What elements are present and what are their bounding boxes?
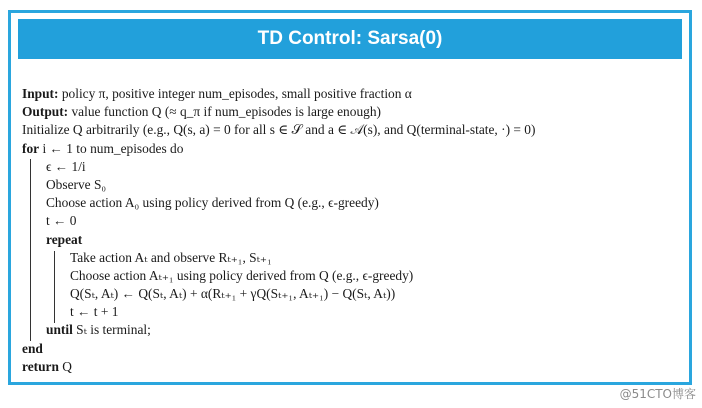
update-text: Q(Sₜ, Aₜ) ← Q(Sₜ, Aₜ) + α(Rₜ₊₁ + γQ(Sₜ₊₁, Aₜ₊₁) − Q(Sₜ, Aₜ)): [70, 286, 396, 302]
algorithm-body: [22, 85, 686, 376]
t-init-line: [22, 212, 686, 230]
choose-next-line: [22, 267, 686, 285]
for-line: [22, 140, 686, 158]
end-keyword: end: [22, 340, 43, 356]
repeat-keyword: repeat: [46, 231, 83, 247]
initialize-text: Initialize Q arbitrarily (e.g., Q(s, a) = 0 for all s ∈ 𝒮 and a ∈ 𝒜(s), and Q(terminal-state, ·) = 0): [22, 122, 536, 138]
algorithm-title: TD Control: Sarsa(0): [18, 19, 682, 59]
output-keyword: Output:: [22, 104, 69, 120]
epsilon-text: ϵ ← 1/i: [46, 158, 86, 174]
input-keyword: Input:: [22, 86, 59, 101]
end-line: [22, 340, 686, 358]
take-action-text: Take action Aₜ and observe Rₜ₊₁, Sₜ₊₁: [70, 249, 272, 265]
until-text: Sₜ is terminal;: [72, 322, 151, 338]
repeat-block-bar: [54, 251, 55, 323]
initialize-line: [22, 121, 686, 139]
for-text: i ← 1 to num_episodes do: [39, 140, 184, 156]
choose-initial-text: Choose action A₀ using policy derived from Q (e.g., ϵ-greedy): [46, 195, 379, 211]
until-line: [22, 321, 686, 339]
return-keyword: return: [22, 358, 59, 374]
until-keyword: until: [46, 322, 73, 338]
update-line: [22, 285, 686, 303]
for-keyword: for: [22, 140, 40, 156]
take-action-line: [22, 249, 686, 267]
repeat-line: [22, 231, 686, 249]
return-text: Q: [58, 358, 72, 374]
input-line: [22, 85, 686, 103]
output-line: [22, 103, 686, 121]
epsilon-line: [22, 158, 686, 176]
t-init-text: t ← 0: [46, 213, 77, 229]
t-increment-text: t ← t + 1: [70, 304, 119, 320]
t-increment-line: [22, 303, 686, 321]
choose-initial-line: [22, 194, 686, 212]
for-block-bar: [30, 159, 31, 341]
algorithm-box: [8, 10, 692, 385]
observe-line: [22, 176, 686, 194]
observe-text: Observe S₀: [46, 176, 107, 192]
output-text: value function Q (≈ q_π if num_episodes is large enough): [68, 104, 381, 120]
return-line: [22, 358, 686, 376]
choose-next-text: Choose action Aₜ₊₁ using policy derived from Q (e.g., ϵ-greedy): [70, 267, 414, 283]
input-text: policy π, positive integer num_episodes, small positive fraction α: [58, 86, 412, 101]
watermark: @51CTO博客: [619, 387, 696, 401]
